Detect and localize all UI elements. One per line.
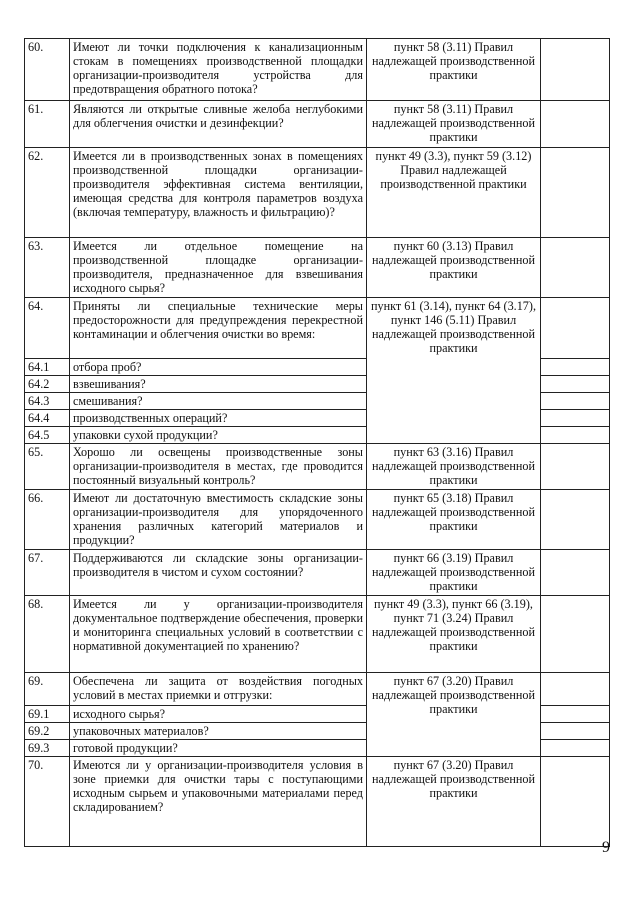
answer-cell[interactable] (541, 723, 610, 740)
question-text: Являются ли открытые сливные желоба неглубокими для облегчения очистки и дезинфекции? (70, 101, 367, 148)
regulation-reference: пункт 67 (3.20) Правил надлежащей производственной практики (367, 757, 541, 847)
regulation-reference: пункт 58 (3.11) Правил надлежащей производственной практики (367, 101, 541, 148)
answer-cell[interactable] (541, 238, 610, 298)
answer-cell[interactable] (541, 673, 610, 706)
answer-cell[interactable] (541, 706, 610, 723)
question-text: Имеется ли в производственных зонах в помещениях производственной площадки организации-производителя эффективная система вентиляции, имеющая средства для контроля параметров воздуха (включая температуру, влажность и фильтрацию)? (70, 148, 367, 238)
row-number: 64.3 (25, 393, 70, 410)
row-number: 67. (25, 550, 70, 596)
regulation-reference: пункт 65 (3.18) Правил надлежащей производственной практики (367, 490, 541, 550)
page-number: 9 (602, 839, 610, 856)
answer-cell[interactable] (541, 444, 610, 490)
table-row (25, 298, 610, 359)
table-row (25, 757, 610, 847)
row-number: 65. (25, 444, 70, 490)
answer-cell[interactable] (541, 376, 610, 393)
question-text: Хорошо ли освещены производственные зоны организации-производителя в местах, где проводится постоянный визуальный контроль? (70, 444, 367, 490)
answer-cell[interactable] (541, 740, 610, 757)
regulation-reference: пункт 49 (3.3), пункт 66 (3.19), пункт 71 (3.24) Правил надлежащей производственной практики (367, 596, 541, 673)
row-number: 64.5 (25, 427, 70, 444)
question-text: исходного сырья? (70, 706, 367, 723)
table-row (25, 101, 610, 148)
answer-cell[interactable] (541, 490, 610, 550)
question-text: Обеспечена ли защита от воздействия погодных условий в местах приемки и отгрузки: (70, 673, 367, 706)
answer-cell[interactable] (541, 410, 610, 427)
answer-cell[interactable] (541, 393, 610, 410)
row-number: 70. (25, 757, 70, 847)
table-row (25, 148, 610, 238)
regulation-reference: пункт 49 (3.3), пункт 59 (3.12) Правил надлежащей производственной практики (367, 148, 541, 238)
answer-cell[interactable] (541, 298, 610, 359)
row-number: 64. (25, 298, 70, 359)
table-row (25, 596, 610, 673)
question-text: производственных операций? (70, 410, 367, 427)
row-number: 69. (25, 673, 70, 706)
table-row (25, 550, 610, 596)
table-row (25, 490, 610, 550)
answer-cell[interactable] (541, 359, 610, 376)
regulation-reference: пункт 58 (3.11) Правил надлежащей производственной практики (367, 39, 541, 101)
checklist-table (24, 38, 610, 847)
question-text: смешивания? (70, 393, 367, 410)
row-number: 69.1 (25, 706, 70, 723)
question-text: Имеются ли у организации-производителя условия в зоне приемки для очистки тары с поступающими исходным сырьем и упаковочными материалами перед складированием? (70, 757, 367, 847)
regulation-reference: пункт 67 (3.20) Правил надлежащей производственной практики (367, 673, 541, 757)
question-text: готовой продукции? (70, 740, 367, 757)
table-row (25, 238, 610, 298)
regulation-reference: пункт 60 (3.13) Правил надлежащей производственной практики (367, 238, 541, 298)
answer-cell[interactable] (541, 39, 610, 101)
row-number: 64.4 (25, 410, 70, 427)
row-number: 62. (25, 148, 70, 238)
question-text: Поддерживаются ли складские зоны организации-производителя в чистом и сухом состоянии? (70, 550, 367, 596)
regulation-reference: пункт 61 (3.14), пункт 64 (3.17), пункт 146 (5.11) Правил надлежащей производственной практики (367, 298, 541, 444)
question-text: упаковки сухой продукции? (70, 427, 367, 444)
row-number: 63. (25, 238, 70, 298)
answer-cell[interactable] (541, 550, 610, 596)
question-text: упаковочных материалов? (70, 723, 367, 740)
question-text: Имеют ли точки подключения к канализационным стокам в помещениях производственной площадки организации-производителя устройства для предотвращения обратного потока? (70, 39, 367, 101)
row-number: 61. (25, 101, 70, 148)
table-row (25, 444, 610, 490)
row-number: 64.1 (25, 359, 70, 376)
table-row (25, 673, 610, 706)
question-text: Приняты ли специальные технические меры предосторожности для предупреждения перекрестной контаминации и облегчения очистки во время: (70, 298, 367, 359)
answer-cell[interactable] (541, 757, 610, 847)
row-number: 60. (25, 39, 70, 101)
question-text: Имеется ли отдельное помещение на производственной площадке организации-производителя, предназначенное для взвешивания исходного сырья? (70, 238, 367, 298)
answer-cell[interactable] (541, 596, 610, 673)
regulation-reference: пункт 63 (3.16) Правил надлежащей производственной практики (367, 444, 541, 490)
row-number: 69.2 (25, 723, 70, 740)
row-number: 66. (25, 490, 70, 550)
question-text: взвешивания? (70, 376, 367, 393)
regulation-reference: пункт 66 (3.19) Правил надлежащей производственной практики (367, 550, 541, 596)
row-number: 64.2 (25, 376, 70, 393)
row-number: 69.3 (25, 740, 70, 757)
question-text: Имеют ли достаточную вместимость складские зоны организации-производителя для упорядоченного хранения различных категорий материалов и продукции? (70, 490, 367, 550)
question-text: Имеется ли у организации-производителя документальное подтверждение обеспечения, проверки и мониторинга специальных условий в соответствии с нормативной документацией по хранению? (70, 596, 367, 673)
table-row (25, 39, 610, 101)
answer-cell[interactable] (541, 101, 610, 148)
answer-cell[interactable] (541, 427, 610, 444)
question-text: отбора проб? (70, 359, 367, 376)
answer-cell[interactable] (541, 148, 610, 238)
row-number: 68. (25, 596, 70, 673)
